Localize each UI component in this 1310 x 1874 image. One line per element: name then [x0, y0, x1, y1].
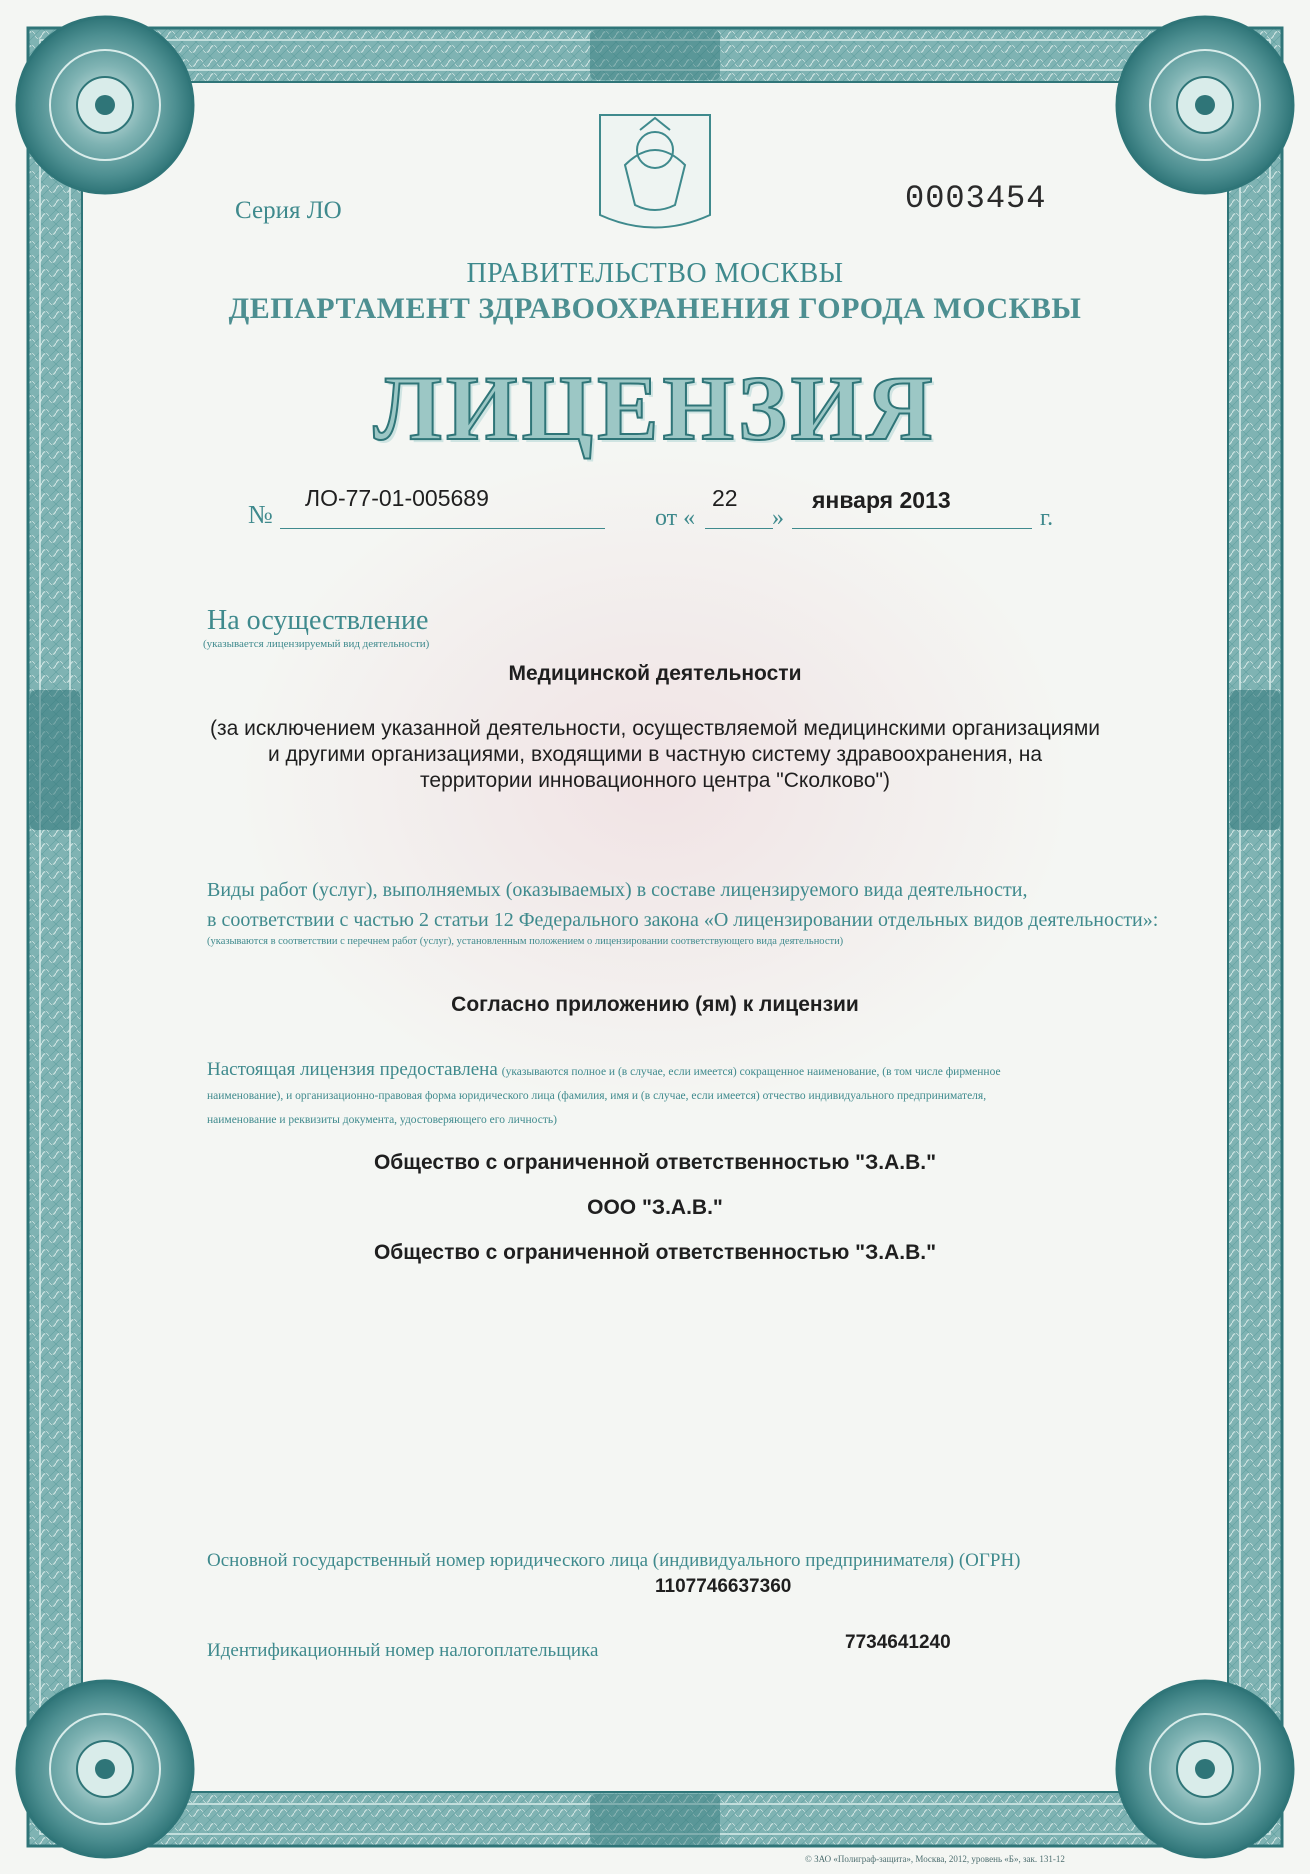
corner-rosette-bottom-right — [1117, 1681, 1293, 1857]
inn-value: 7734641240 — [845, 1632, 951, 1653]
works-label-line: в соответствии с частью 2 статьи 12 Федерального закона «О лицензировании отдельных видов деятельности»: — [207, 909, 1159, 931]
quote-close: » — [772, 505, 784, 531]
exclusion-line: (за исключением указанной деятельности, осуществляемой медицинскими организациями — [210, 717, 1100, 740]
works-value: Согласно приложению (ям) к лицензии — [451, 993, 859, 1016]
licensee-label: Настоящая лицензия предоставлена — [207, 1059, 498, 1080]
works-label-line: Виды работ (услуг), выполняемых (оказываемых) в составе лицензируемого вида деятельности, — [207, 879, 1028, 901]
from-prefix: от « — [655, 505, 696, 531]
corner-rosette-top-right — [1117, 17, 1293, 193]
activity-hint: (указывается лицензируемый вид деятельности) — [203, 638, 430, 650]
left-ornament — [30, 690, 80, 830]
licensee-hint: (указываются полное и (в случае, если имеется) сокращенное наименование, (в том числе фирменное — [501, 1066, 1001, 1078]
activity-label: На осуществление — [207, 605, 429, 636]
department-title: ДЕПАРТАМЕНТ ЗДРАВООХРАНЕНИЯ ГОРОДА МОСКВЫ — [228, 292, 1082, 325]
number-prefix: № — [248, 500, 273, 529]
exclusion-line: территории инновационного центра "Сколково") — [420, 769, 890, 792]
activity-exclusion — [120, 716, 1190, 794]
licensee-hint: наименование и реквизиты документа, удостоверяющего его личность) — [207, 1114, 557, 1126]
ogrn-label: Основной государственный номер юридического лица (индивидуального предпринимателя) (ОГРН) — [207, 1550, 1021, 1571]
licensee-short-name: ООО "З.А.В." — [587, 1196, 723, 1219]
government-title: ПРАВИТЕЛЬСТВО МОСКВЫ — [466, 258, 844, 289]
right-ornament — [1230, 690, 1280, 830]
exclusion-line: и другими организациями, входящими в частную систему здравоохранения, на — [267, 743, 1043, 766]
corner-rosette-top-left — [17, 17, 193, 193]
series-label: Серия ЛО — [235, 197, 342, 224]
activity-name: Медицинской деятельности — [508, 662, 802, 685]
license-month-year: января 2013 — [812, 487, 951, 513]
licensee-names — [0, 1140, 1310, 1275]
works-label — [207, 875, 1158, 935]
inn-label: Идентификационный номер налогоплательщика — [207, 1640, 599, 1661]
coat-of-arms-emblem — [600, 115, 710, 228]
licensee-full-name: Общество с ограниченной ответственностью "З.А.В." — [373, 1151, 937, 1174]
ogrn-value: 1107746637360 — [655, 1576, 792, 1597]
works-hint: (указываются в соответствии с перечнем работ (услуг), установленным положением о лицензировании соответствующего вида деятельности) — [207, 936, 844, 947]
licensee-label-block — [207, 1058, 1107, 1132]
year-suffix: г. — [1040, 505, 1054, 531]
serial-number: 0003454 — [905, 180, 1047, 217]
license-number: ЛО-77-01-005689 — [305, 485, 489, 511]
licensee-hint: наименование), и организационно-правовая форма юридического лица (фамилия, имя и (в случае, если имеется) отчество индивидуального предпринимателя, — [207, 1090, 987, 1102]
license-day: 22 — [712, 485, 738, 511]
corner-rosette-bottom-left — [17, 1681, 193, 1857]
printer-imprint: © ЗАО «Полиграф-защита», Москва, 2012, уровень «Б», зак. 131-12 — [805, 1854, 1065, 1864]
licensee-company-name: Общество с ограниченной ответственностью "З.А.В." — [373, 1241, 937, 1264]
document-title: ЛИЦЕНЗИЯ — [373, 357, 937, 459]
